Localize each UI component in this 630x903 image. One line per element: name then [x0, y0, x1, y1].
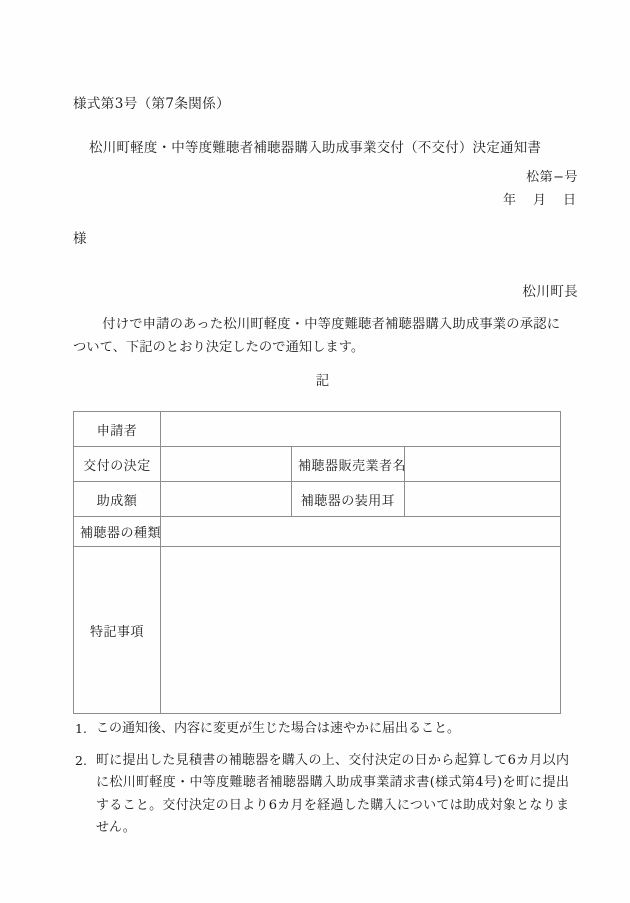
note-number: 1.	[75, 721, 87, 736]
notes-list	[73, 718, 569, 849]
issue-date-line: 年 月 日	[502, 193, 578, 208]
form-number: 様式第3号（第7条関係）	[73, 96, 230, 112]
table-row	[74, 412, 561, 447]
table-row	[74, 482, 561, 517]
row-value-subsidy-amount[interactable]	[161, 482, 292, 517]
row-label-grant-decision: 交付の決定	[74, 447, 161, 482]
row-label-dealer-name: 補聴器販売業者名	[292, 447, 405, 482]
decision-details-table	[73, 411, 561, 714]
row-value-remarks[interactable]	[161, 547, 561, 714]
row-value-dealer-name[interactable]	[405, 447, 561, 482]
row-value-applicant[interactable]	[161, 412, 561, 447]
row-value-grant-decision[interactable]	[161, 447, 292, 482]
table-row	[74, 517, 561, 547]
document-number: 松第−号	[526, 170, 578, 185]
row-value-device-type[interactable]	[161, 517, 561, 547]
ki-marker-text: 記	[315, 373, 331, 389]
row-label-fitted-ear: 補聴器の装用耳	[292, 482, 405, 517]
body-paragraph: 付けで申請のあった松川町軽度・中等度難聴者補聴器購入助成事業の承認について、下記のとおり決定したので通知します。	[73, 317, 560, 355]
row-label-device-type: 補聴器の種類	[74, 517, 161, 547]
note-text: 町に提出した見積書の補聴器を購入の上、交付決定の日から起算して6カ月以内に松川町軽度・中等度難聴者補聴器購入助成事業請求書(様式第4号)を町に提出すること。交付決定の日より6カ月を経過した購入については助成対象となりません。	[96, 752, 569, 835]
list-item	[73, 718, 569, 741]
row-label-remarks: 特記事項	[74, 547, 161, 714]
table-row	[74, 547, 561, 714]
table-row	[74, 447, 561, 482]
note-number: 2.	[75, 752, 87, 768]
row-value-fitted-ear[interactable]	[405, 482, 561, 517]
document-title: 松川町軽度・中等度難聴者補聴器購入助成事業交付（不交付）決定通知書	[89, 140, 542, 156]
note-text: この通知後、内容に変更が生じた場合は速やかに届出ること。	[96, 721, 461, 736]
ki-marker	[0, 369, 630, 389]
row-label-subsidy-amount: 助成額	[74, 482, 161, 517]
addressee-line: 様	[73, 231, 87, 247]
list-item	[73, 750, 569, 840]
row-label-applicant: 申請者	[74, 412, 161, 447]
issuer-name: 松川町長	[522, 284, 578, 300]
